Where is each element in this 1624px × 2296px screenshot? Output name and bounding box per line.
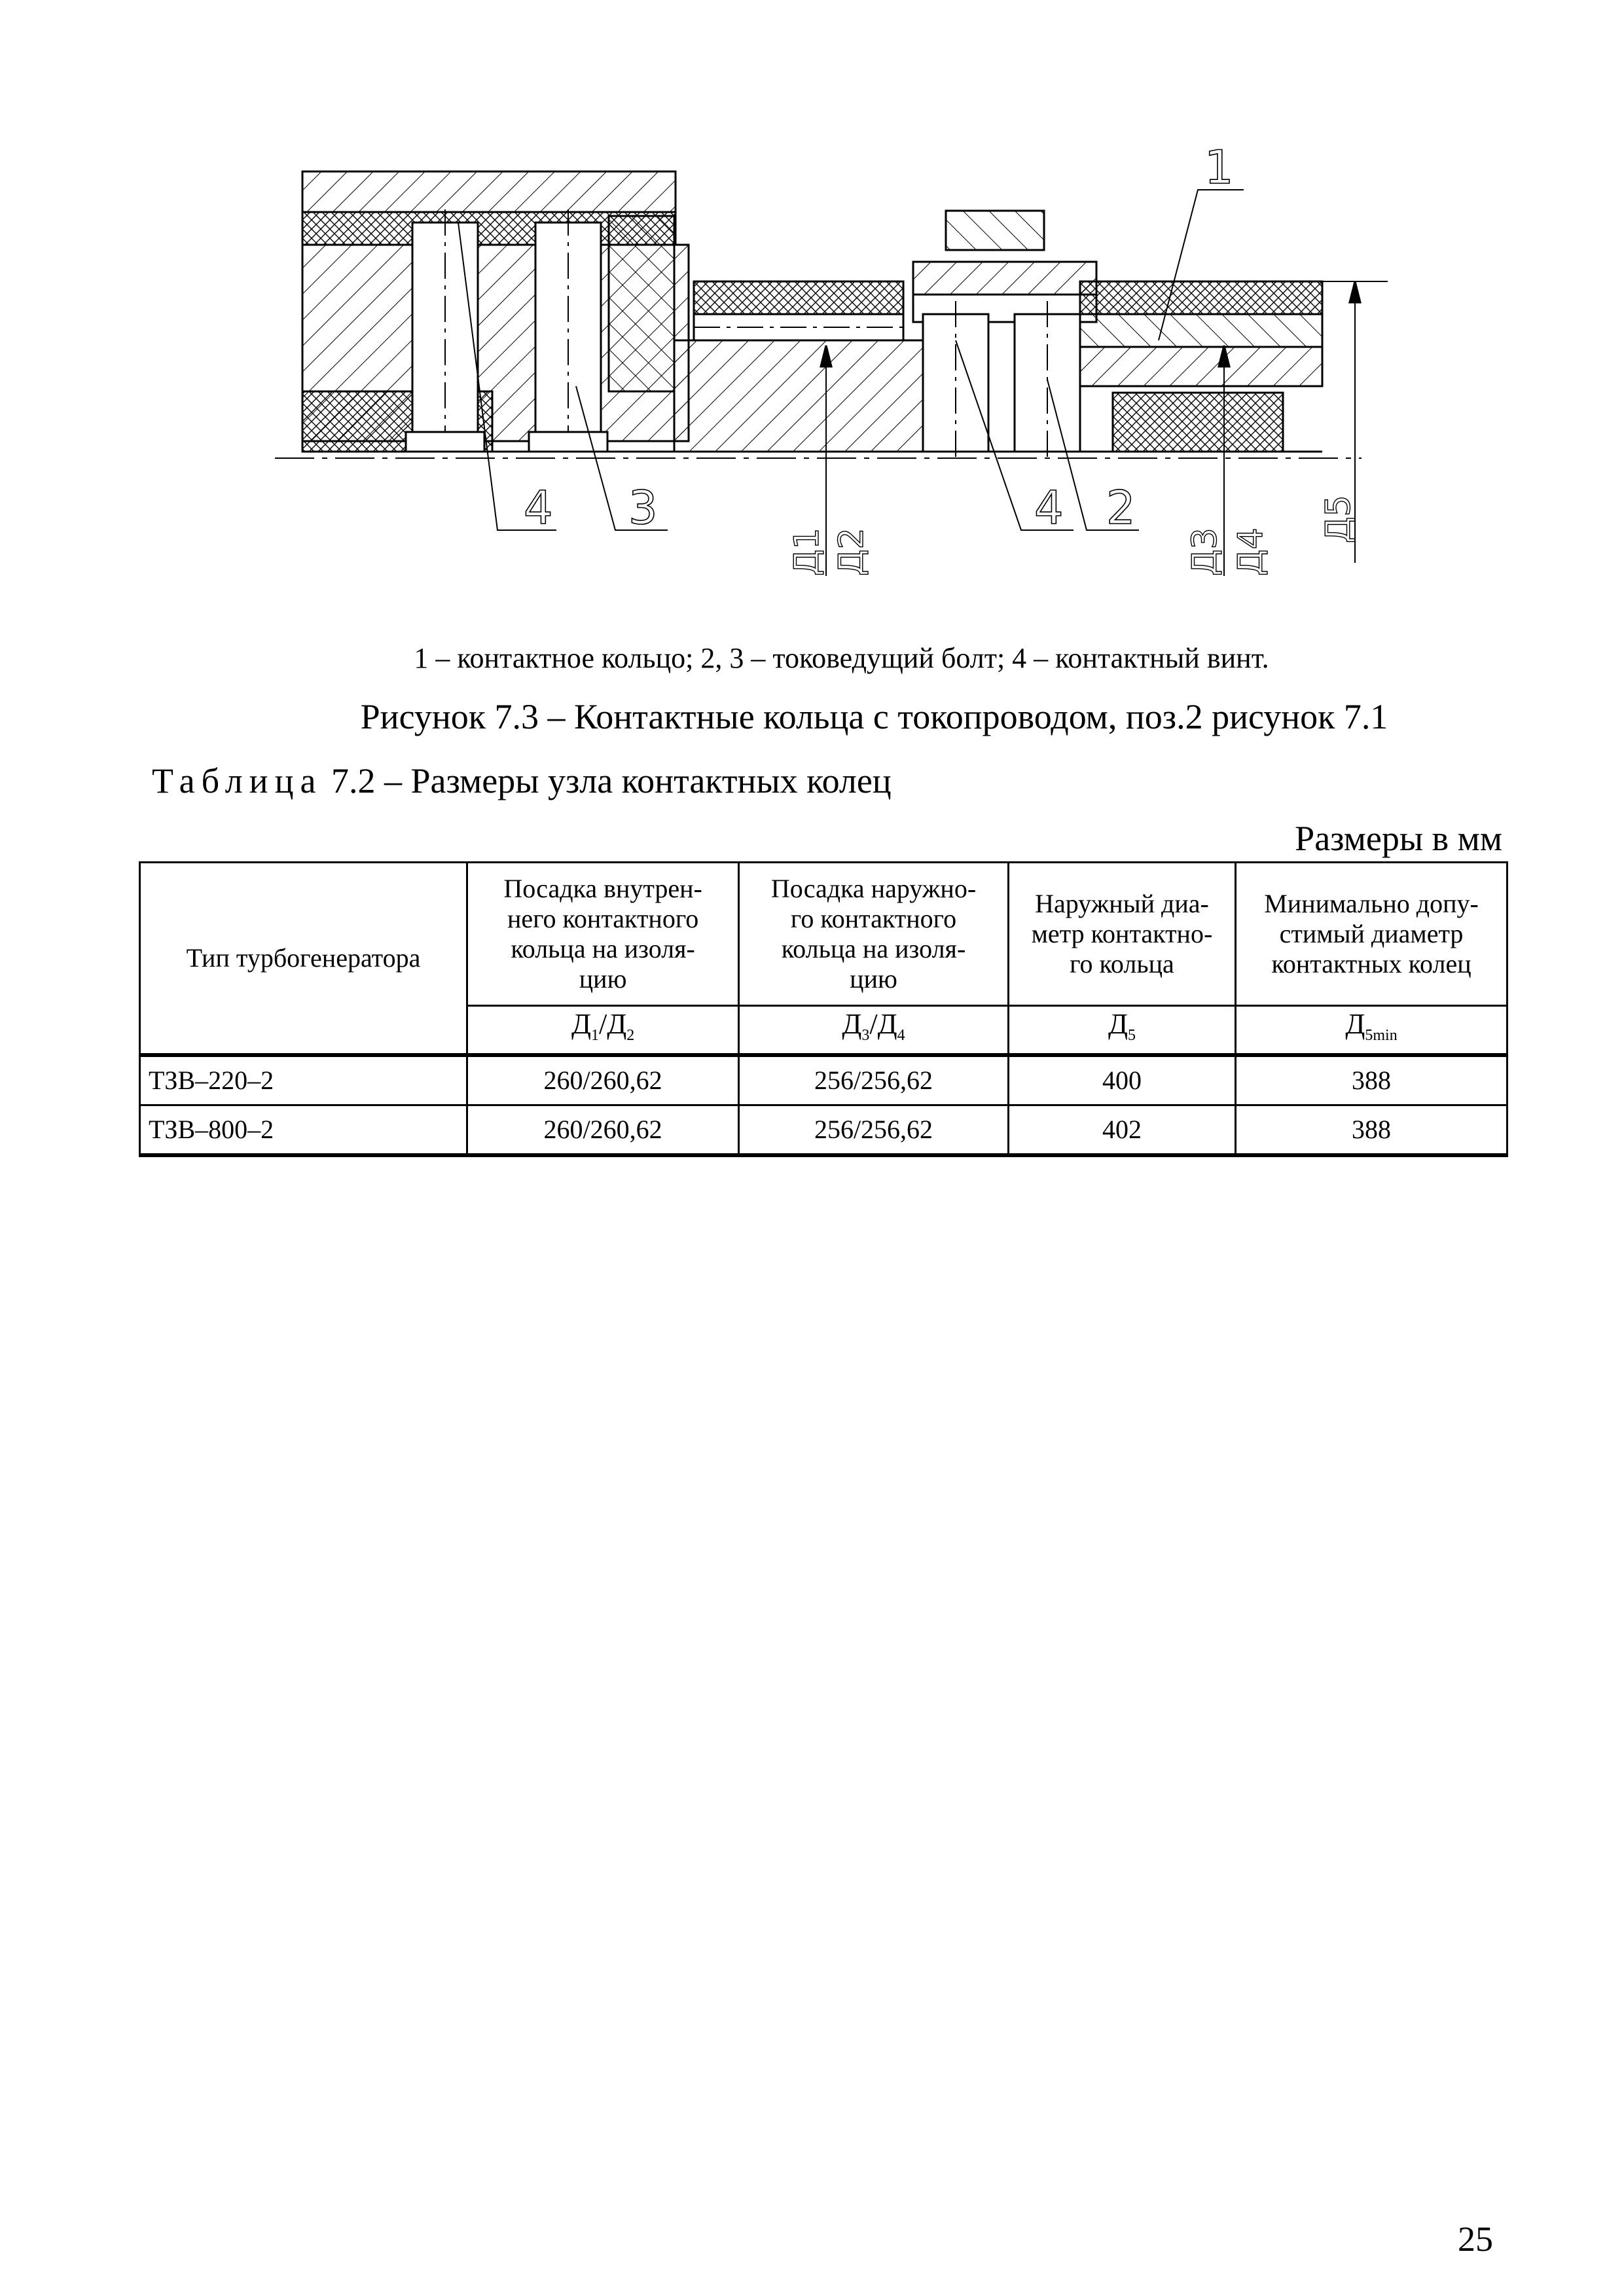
header-outer-diameter: Наружный диа- метр контактно- го кольца	[1008, 863, 1235, 1006]
dimensions-table	[139, 861, 1508, 1157]
header-inner-fit: Посадка внутрен- него контактного кольца на изоля- цию	[467, 863, 739, 1006]
table-cell: 260/260,62	[467, 1055, 739, 1105]
contact-ring-right	[1080, 281, 1322, 314]
table-cell: 400	[1008, 1055, 1235, 1105]
symbol-d5min: $Д_{5min}$	[1236, 1006, 1507, 1055]
knurled-nut	[946, 211, 1044, 250]
figure-legend: 1 – контактное кольцо; 2, 3 – токоведущий болт; 4 – контактный винт.	[414, 642, 1269, 674]
dimension-label-d4: Д4	[1231, 528, 1271, 576]
table-cell: 402	[1008, 1105, 1235, 1155]
table-title	[152, 758, 892, 804]
position-label-3: 3	[628, 481, 658, 535]
table-cell: 388	[1236, 1055, 1507, 1105]
position-label-1: 1	[1204, 141, 1234, 194]
table-units: Размеры в мм	[1295, 819, 1502, 858]
figure-caption: Рисунок 7.3 – Контактные кольца с токопроводом, поз.2 рисунок 7.1	[360, 697, 1388, 736]
shaft-middle	[674, 340, 923, 452]
contact-ring-left	[694, 281, 903, 314]
symbol-d5: $Д_5$	[1008, 1006, 1235, 1055]
table-cell: 256/256,62	[739, 1105, 1009, 1155]
contact-rings-drawing	[262, 131, 1401, 602]
position-label-2: 2	[1106, 481, 1136, 535]
table-title-rest: 7.2 – Размеры узла контактных колец	[322, 761, 892, 800]
top-hatched-band	[302, 171, 676, 212]
table-cell: 260/260,62	[467, 1105, 739, 1155]
symbol-d1-d2: $Д_1/Д_2$	[467, 1006, 739, 1055]
position-label-4-left: 4	[524, 481, 553, 535]
header-min-diameter: Минимально допу- стимый диаметр контактных колец	[1236, 863, 1507, 1006]
table-title-word: Таблица	[152, 761, 323, 800]
header-outer-fit: Посадка наружно- го контактного кольца на изоля- цию	[739, 863, 1009, 1006]
symbol-d3-d4: $Д_3/Д_4$	[739, 1006, 1009, 1055]
table-cell: 388	[1236, 1105, 1507, 1155]
dimension-label-d1: Д1	[787, 528, 827, 576]
table-cell-type: ТЗВ–220–2	[140, 1055, 467, 1105]
page-number: 25	[1458, 2219, 1493, 2259]
table-row	[140, 1055, 1507, 1105]
dimension-label-d5: Д5	[1319, 495, 1358, 543]
dimension-label-d2: Д2	[832, 528, 871, 576]
table-cell-type: ТЗВ–800–2	[140, 1105, 467, 1155]
position-label-4-right: 4	[1034, 481, 1064, 535]
dimension-label-d3: Д3	[1185, 528, 1225, 576]
header-type: Тип турбогенератора	[140, 863, 467, 1055]
table-row	[140, 1105, 1507, 1155]
table-cell: 256/256,62	[739, 1055, 1009, 1105]
